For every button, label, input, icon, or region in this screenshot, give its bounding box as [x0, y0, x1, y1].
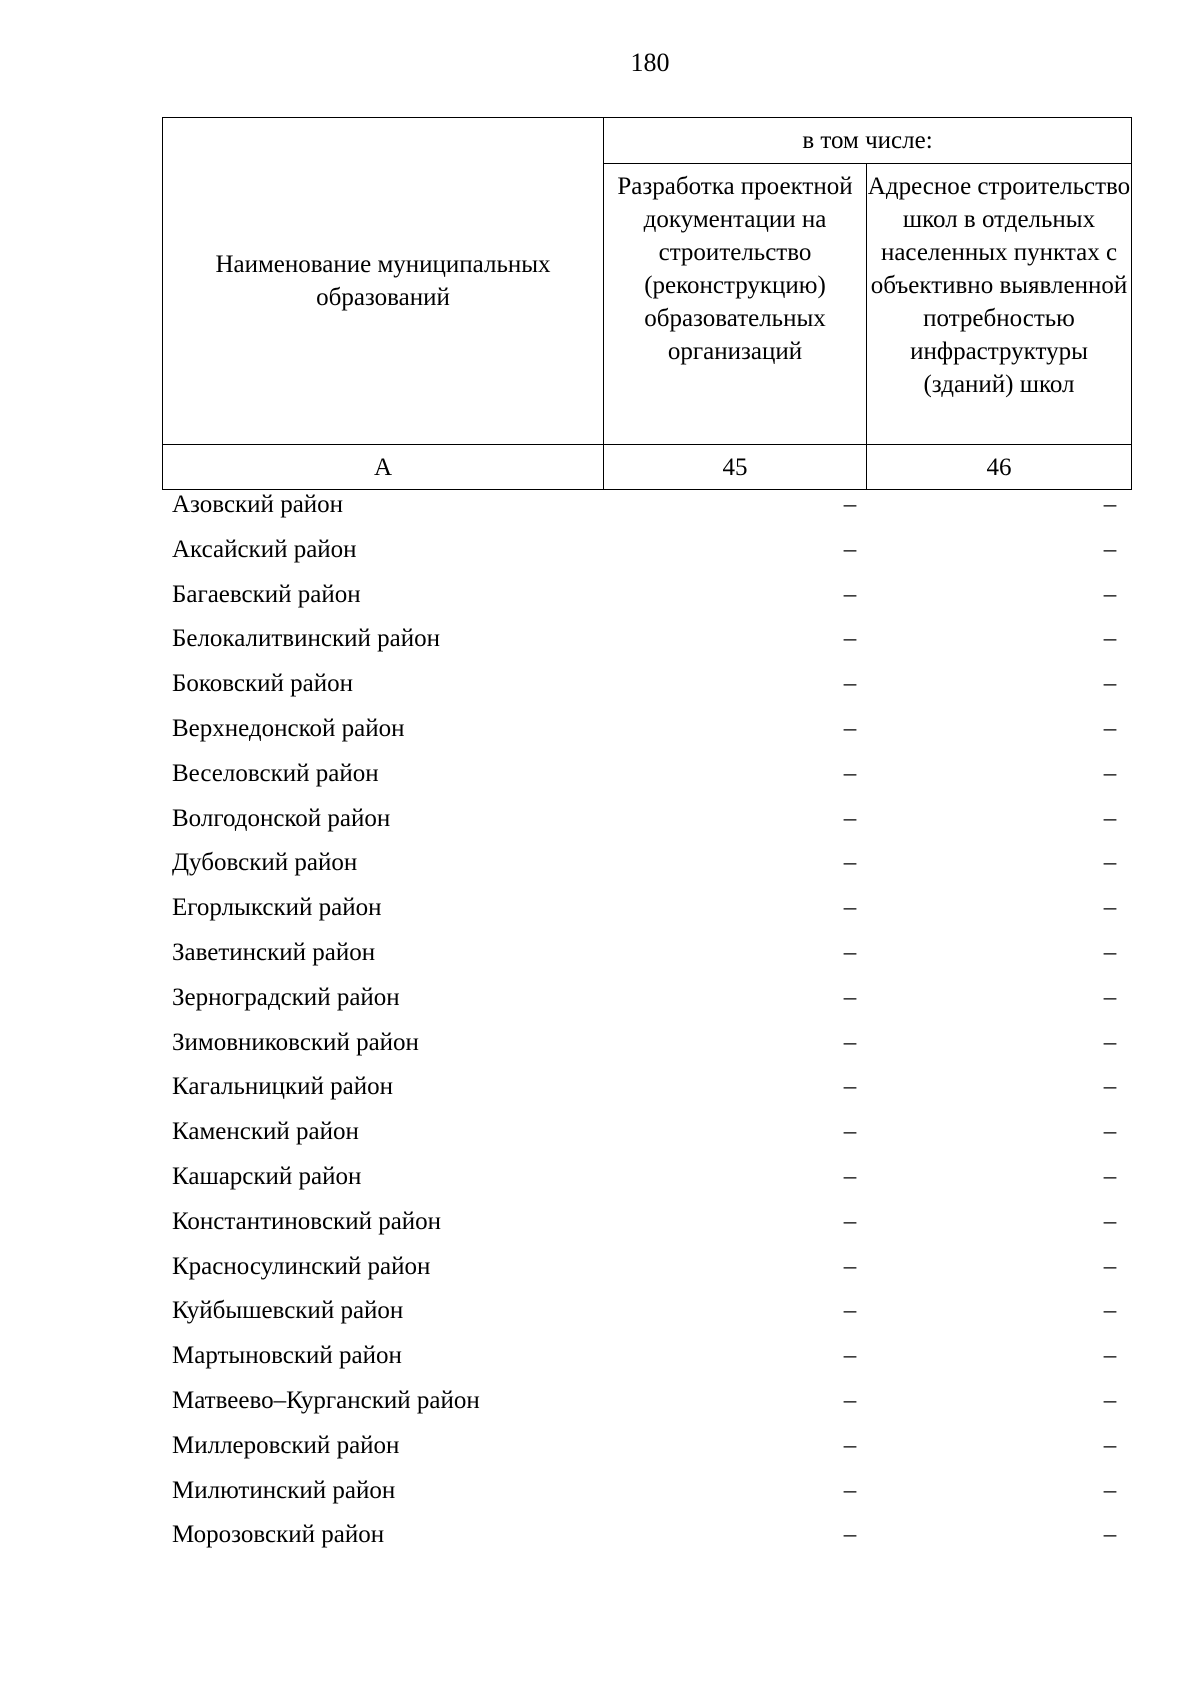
row-name: Боковский район	[172, 670, 353, 698]
table-row	[0, 575, 1200, 620]
table-row	[0, 1023, 1200, 1068]
row-value-45: –	[843, 1118, 857, 1146]
row-value-46: –	[1103, 759, 1117, 787]
row-value-46: –	[1103, 983, 1117, 1011]
row-value-46: –	[1103, 1162, 1117, 1190]
row-value-45: –	[843, 535, 857, 563]
row-name: Белокалитвинский район	[172, 625, 440, 653]
table-row	[0, 664, 1200, 709]
row-value-45: –	[843, 491, 857, 518]
row-name: Морозовский район	[172, 1521, 385, 1549]
row-value-45: –	[843, 1073, 857, 1101]
row-name: Зимовниковский район	[172, 1028, 419, 1056]
row-name: Милютинский район	[172, 1476, 396, 1504]
table-row	[0, 978, 1200, 1023]
row-name: Матвеево–Курганский район	[172, 1386, 480, 1414]
row-name: Миллеровский район	[172, 1431, 400, 1459]
row-value-46: –	[1103, 938, 1117, 966]
table-row	[0, 709, 1200, 754]
header-index-a: А	[163, 445, 604, 490]
row-name: Багаевский район	[172, 580, 361, 608]
row-value-45: –	[843, 580, 857, 608]
row-value-46: –	[1103, 1028, 1117, 1056]
header-index-46: 46	[867, 445, 1132, 490]
row-name: Каменский район	[172, 1118, 359, 1146]
row-value-45: –	[843, 938, 857, 966]
header-index-45: 45	[604, 445, 867, 490]
table-row	[0, 1426, 1200, 1471]
row-value-46: –	[1103, 535, 1117, 563]
row-value-45: –	[843, 1207, 857, 1235]
row-value-46: –	[1103, 714, 1117, 742]
header-col-46: Адресное строительство школ в отдельных населенных пунктах с объективно выявленной потребностью инфраструктуры (зданий) школ	[867, 164, 1132, 445]
row-value-45: –	[843, 670, 857, 698]
row-name: Зерноградский район	[172, 983, 400, 1011]
table-row	[0, 1291, 1200, 1336]
row-value-46: –	[1103, 580, 1117, 608]
page-number: 180	[630, 48, 670, 77]
row-value-46: –	[1103, 625, 1117, 653]
row-name: Волгодонской район	[172, 804, 391, 832]
row-value-46: –	[1103, 1073, 1117, 1101]
row-value-45: –	[843, 1342, 857, 1370]
row-value-46: –	[1103, 1118, 1117, 1146]
table-header	[162, 117, 1132, 490]
row-value-45: –	[843, 1476, 857, 1504]
row-value-45: –	[843, 1297, 857, 1325]
header-col-45: Разработка проектной документации на строительство (реконструкцию) образовательных организаций	[604, 164, 867, 445]
table-row	[0, 1336, 1200, 1381]
table-row	[0, 1247, 1200, 1292]
table-body	[0, 485, 1200, 1560]
table-row	[0, 843, 1200, 888]
row-name: Верхнедонской район	[172, 714, 405, 742]
table-row	[0, 1515, 1200, 1560]
row-name: Куйбышевский район	[172, 1297, 404, 1325]
row-value-45: –	[843, 1521, 857, 1549]
row-value-45: –	[843, 1162, 857, 1190]
row-value-46: –	[1103, 1342, 1117, 1370]
row-value-45: –	[843, 1252, 857, 1280]
row-value-46: –	[1103, 1297, 1117, 1325]
table-row	[0, 1067, 1200, 1112]
row-name: Кагальницкий район	[172, 1073, 394, 1101]
row-name: Дубовский район	[172, 849, 358, 877]
header-name-column: Наименование муниципальных образований	[163, 118, 604, 445]
table-row	[0, 530, 1200, 575]
row-value-46: –	[1103, 1521, 1117, 1549]
row-value-45: –	[843, 983, 857, 1011]
row-value-45: –	[843, 1431, 857, 1459]
row-value-46: –	[1103, 1386, 1117, 1414]
row-name: Аксайский район	[172, 535, 357, 563]
table-row	[0, 619, 1200, 664]
row-value-46: –	[1103, 894, 1117, 922]
row-value-45: –	[843, 1386, 857, 1414]
table-row	[0, 485, 1200, 530]
row-value-45: –	[843, 804, 857, 832]
row-value-46: –	[1103, 1431, 1117, 1459]
table-row	[0, 799, 1200, 844]
row-value-45: –	[843, 849, 857, 877]
row-value-46: –	[1103, 491, 1117, 518]
table-row	[0, 1202, 1200, 1247]
table-row	[0, 1381, 1200, 1426]
row-name: Мартыновский район	[172, 1342, 402, 1370]
table-row	[0, 1112, 1200, 1157]
row-value-46: –	[1103, 804, 1117, 832]
row-value-46: –	[1103, 1252, 1117, 1280]
table-row	[0, 1471, 1200, 1516]
table-row	[0, 1157, 1200, 1202]
row-value-45: –	[843, 625, 857, 653]
row-name: Азовский район	[172, 491, 344, 518]
row-value-45: –	[843, 1028, 857, 1056]
row-value-45: –	[843, 894, 857, 922]
row-name: Веселовский район	[172, 759, 379, 787]
row-value-45: –	[843, 759, 857, 787]
table-row	[0, 933, 1200, 978]
row-value-46: –	[1103, 670, 1117, 698]
table-row	[0, 754, 1200, 799]
header-group-label: в том числе:	[604, 118, 1132, 164]
row-value-46: –	[1103, 1476, 1117, 1504]
row-name: Заветинский район	[172, 938, 376, 966]
row-value-45: –	[843, 714, 857, 742]
table-row	[0, 888, 1200, 933]
row-value-46: –	[1103, 849, 1117, 877]
row-name: Егорлыкский район	[172, 894, 382, 922]
row-value-46: –	[1103, 1207, 1117, 1235]
row-name: Константиновский район	[172, 1207, 442, 1235]
row-name: Красносулинский район	[172, 1252, 431, 1280]
row-name: Кашарский район	[172, 1162, 362, 1190]
